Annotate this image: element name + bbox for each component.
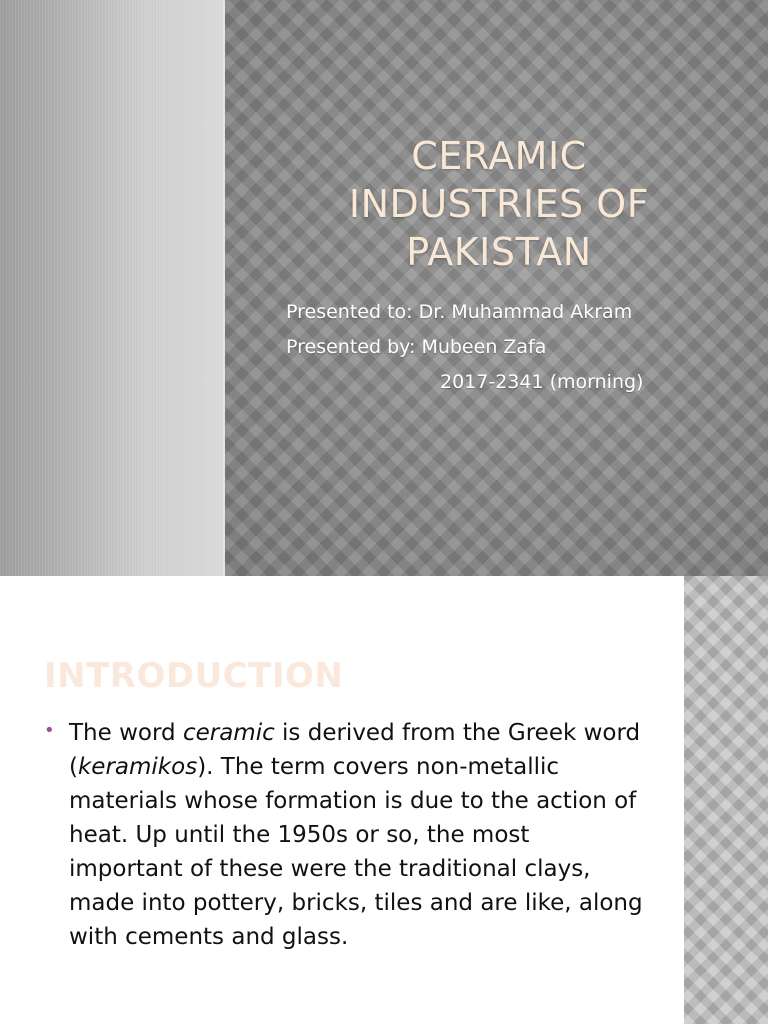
- decorative-side-strip: [684, 576, 768, 1024]
- bullet-text-part: ). The term covers non-metallic materials whose formation is due to the action of heat. Up until the 1950s or so, the most important of these were the traditional clays, made into pottery, bricks, tiles and are like, along with cements and glass.: [69, 754, 643, 950]
- emphasized-word-keramikos: keramikos: [77, 754, 198, 780]
- bullet-text-part: The word: [69, 720, 183, 746]
- introduction-slide: [0, 576, 768, 1024]
- emphasized-word-ceramic: ceramic: [182, 720, 275, 746]
- presented-by-line: Presented by: Mubeen Zafa: [286, 336, 547, 358]
- title-slide-left-panel: [0, 0, 223, 576]
- bullet-list: [44, 716, 644, 954]
- bullet-item: [44, 716, 644, 954]
- slide-title: CERAMIC INDUSTRIES OF PAKISTAN: [348, 134, 650, 274]
- roll-number-line: 2017-2341 (morning): [440, 371, 644, 393]
- presented-to-line: Presented to: Dr. Muhammad Akram: [286, 301, 633, 323]
- title-slide-right-panel: [225, 0, 768, 576]
- slide-heading: INTRODUCTION: [44, 656, 344, 696]
- bullet-text-part: is derived from the Greek word (: [69, 720, 641, 780]
- bullet-marker-icon: •: [44, 720, 55, 741]
